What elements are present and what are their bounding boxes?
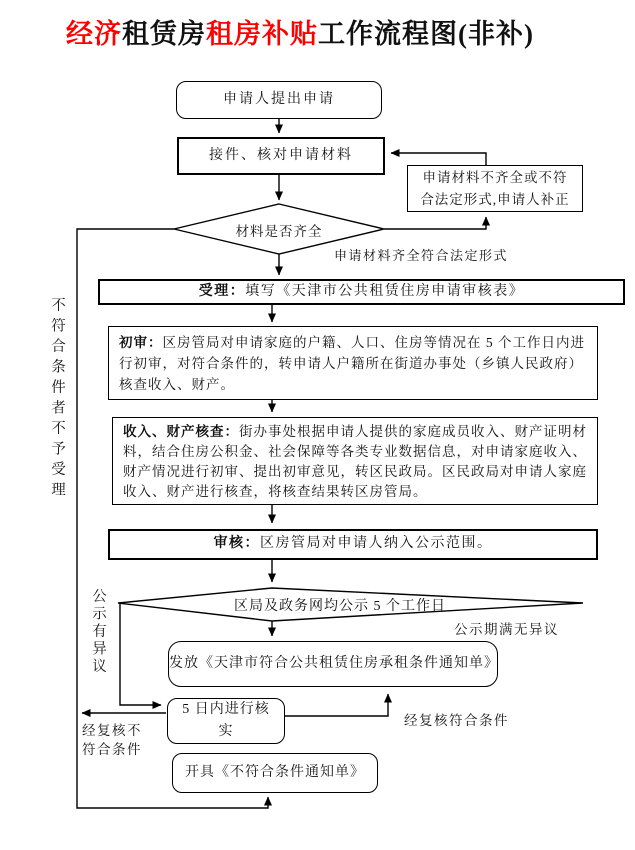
node-publicity-decision: 区局及政务网均公示 5 个工作日 [234, 599, 446, 614]
arrow-decision-to-supplement [384, 217, 486, 229]
income-check-label: 收入、财产核查： [123, 424, 239, 439]
node-accept [98, 279, 625, 305]
label-materials-ok: 申请材料齐全符合法定形式 [334, 248, 509, 263]
label-not-eligible: 不符合条件者不予受理 [49, 297, 65, 502]
page-title [0, 12, 600, 51]
first-review-label: 初审： [119, 335, 163, 350]
first-review-text: 区房管局对申请家庭的户籍、人口、住房等情况在 5 个工作日内进行初审，对符合条件的，转申请人户籍所在街道办事处（乡镇人民政府）核查收入、财产。 [119, 335, 585, 392]
accept-label: 受理： [198, 283, 246, 299]
label-recheck-fail: 经复核不符合条件 [82, 723, 142, 757]
title-segment-2: 租赁房 [122, 19, 206, 49]
node-receive: 接件、核对申请材料 [177, 137, 385, 175]
node-income-check [112, 417, 598, 505]
review-label: 审核： [213, 536, 260, 552]
review-text: 区房管局对申请人纳入公示范围。 [260, 536, 493, 552]
node-issue-reject: 开具《不符合条件通知单》 [172, 753, 378, 793]
label-publicity-no-objection: 公示期满无异议 [454, 622, 559, 637]
node-issue-notice: 发放《天津市符合公共租赁住房承租条件通知单》 [168, 641, 498, 687]
arrow-verify-recheck-ok [285, 694, 388, 716]
title-segment-red-1: 经济 [66, 19, 122, 49]
arrow-supplement-to-receive [391, 153, 486, 165]
accept-text: 填写《天津市公共租赁住房申请审核表》 [245, 283, 525, 299]
node-review [108, 529, 598, 560]
title-segment-red-3: 租房补贴 [206, 19, 318, 49]
title-segment-4: 工作流程图(非补) [318, 19, 534, 49]
income-check-text: 街办事处根据申请人提供的家庭成员收入、财产证明材料，结合住房公积金、社会保障等各类专业数据信息，对申请家庭收入、财产情况进行初审、提出初审意见，转区民政局。区民政局对申请人家庭收入、财产进行核查，将核查结果转区房管局。 [123, 424, 587, 499]
label-publicity-objection: 公示有异议 [90, 588, 106, 676]
node-first-review [108, 326, 598, 400]
node-apply: 申请人提出申请 [176, 81, 382, 119]
label-recheck-ok: 经复核符合条件 [404, 713, 509, 728]
node-supplement: 申请材料不齐全或不符合法定形式,申请人补正 [407, 165, 583, 212]
arrow-objection-to-verify [120, 604, 161, 705]
node-verify: 5 日内进行核实 [167, 698, 285, 744]
node-materials-decision: 材料是否齐全 [235, 224, 323, 239]
